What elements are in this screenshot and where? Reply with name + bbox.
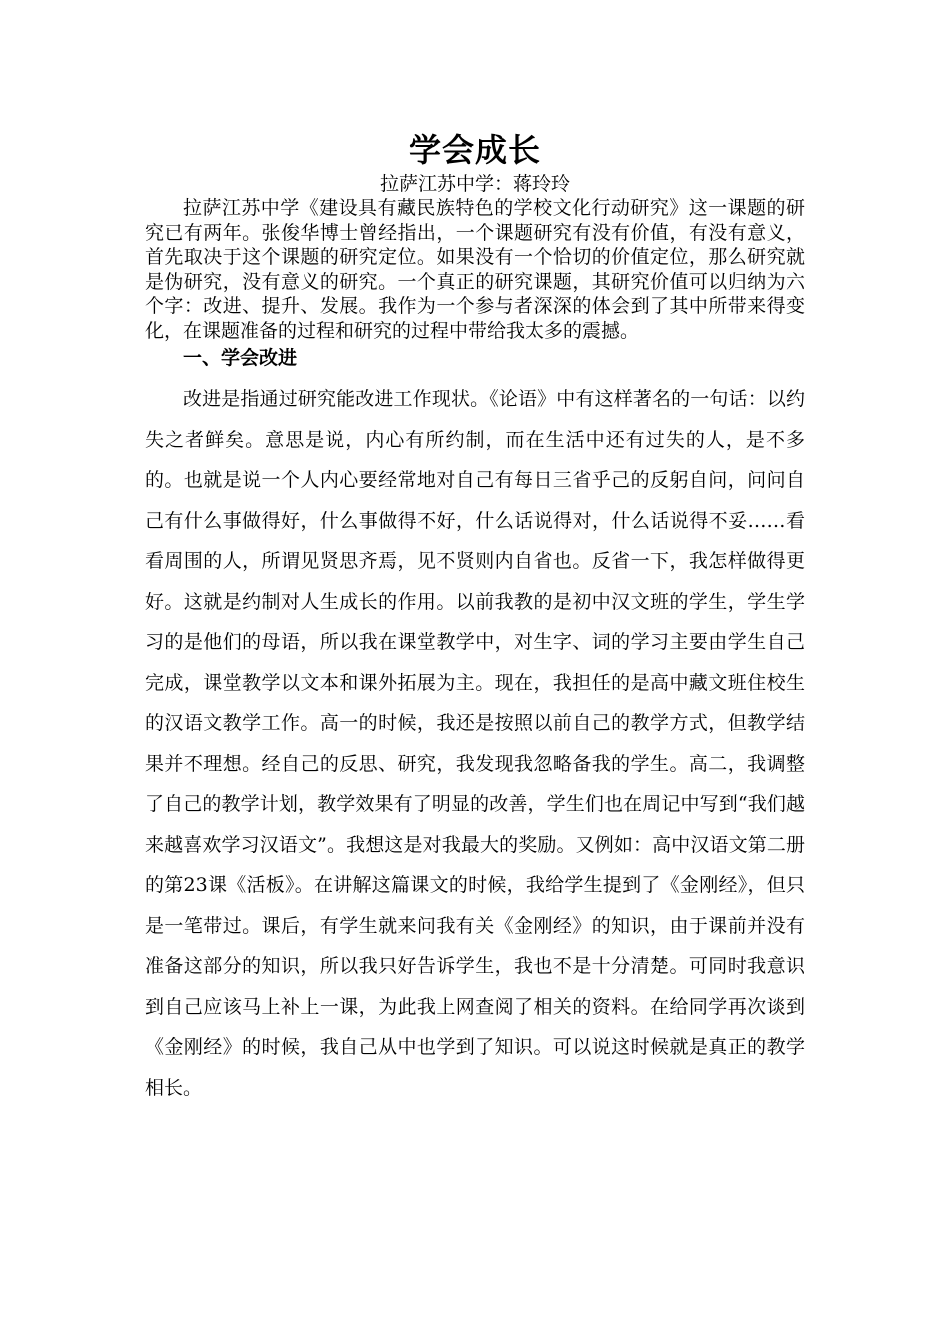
- section-heading: 一、学会改进: [183, 347, 298, 369]
- document-page: [145, 128, 805, 1108]
- author-line: 拉萨江苏中学：蒋玲玲: [379, 173, 570, 195]
- document-title: 学会成长: [408, 131, 541, 169]
- intro-paragraph: 拉萨江苏中学《建设具有藏民族特色的学校文化行动研究》这一课题的研究已有两年。张俊华博士曾经指出，一个课题研究有没有价值，有没有意义，首先取决于这个课题的研究定位。如果没有一个恰切的价值定位，那么研究就是伪研究，没有意义的研究。一个真正的研究课题，其研究价值可以归纳为六个字：改进、提升、发展。我作为一个参与者深深的体会到了其中所带来得变化，在课题准备的过程和研究的过程中带给我太多的震撼。: [145, 197, 805, 342]
- body-paragraph: 改进是指通过研究能改进工作现状。《论语》中有这样著名的一句话：以约失之者鲜矣。意思是说，内心有所约制，而在生活中还有过失的人，是不多的。也就是说一个人内心要经常地对自己有每日三省乎己的反躬自问，问问自己有什么事做得好，什么事做得不好，什么话说得对，什么话说得不妥……看看周围的人，所谓见贤思齐焉，见不贤则内自省也。反省一下，我怎样做得更好。这就是约制对人生成长的作用。以前我教的是初中汉文班的学生，学生学习的是他们的母语，所以我在课堂教学中，对生字、词的学习主要由学生自己完成，课堂教学以文本和课外拓展为主。现在，我担任的是高中藏文班住校生的汉语文教学工作。高一的时候，我还是按照以前自己的教学方式，但教学结果并不理想。经自己的反思、研究，我发现我忽略备我的学生。高二，我调整了自己的教学计划，教学效果有了明显的改善，学生们也在周记中写到“我们越来越喜欢学习汉语文”。我想这是对我最大的奖励。又例如：高中汉语文第二册的第23课《活板》。在讲解这篇课文的时候，我给学生提到了《金刚经》，但只是一笔带过。课后，有学生就来问我有关《金刚经》的知识，由于课前并没有准备这部分的知识，所以我只好告诉学生，我也不是十分清楚。可同时我意识到自己应该马上补上一课，为此我上网查阅了相关的资料。在给同学再次谈到《金刚经》的时候，我自己从中也学到了知识。可以说这时候就是真正的教学相长。: [145, 388, 805, 1099]
